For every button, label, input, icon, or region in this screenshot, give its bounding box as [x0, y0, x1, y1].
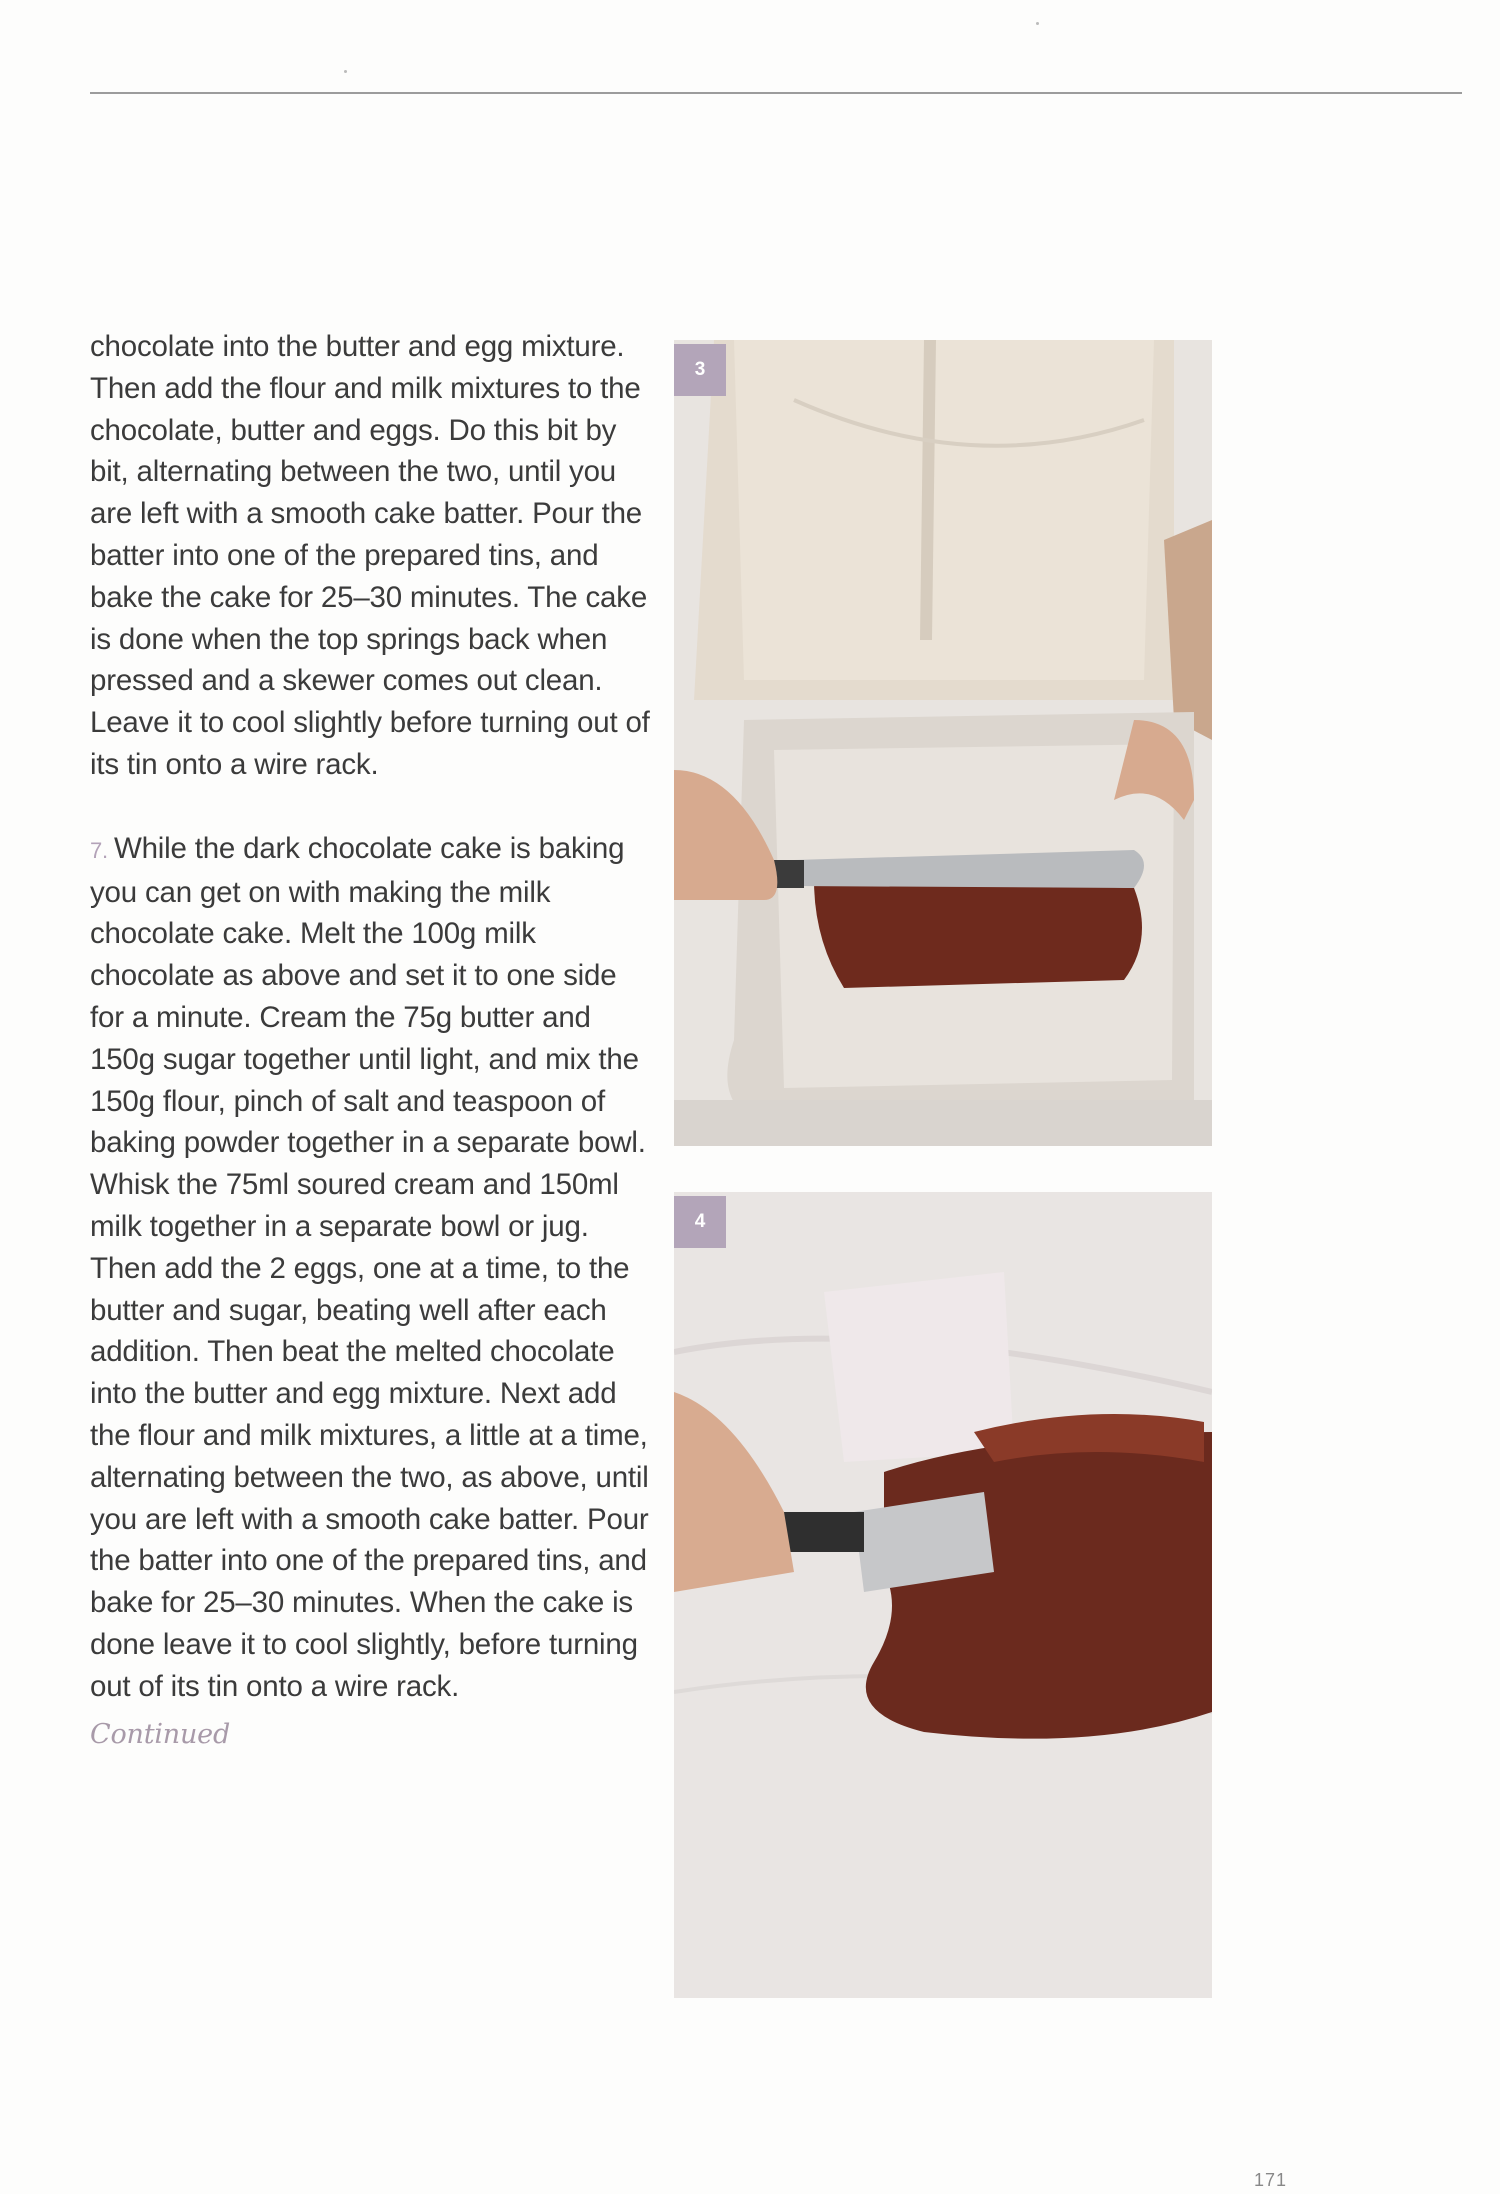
continued-label: Continued: [90, 1718, 231, 1750]
step-3-badge: 3: [674, 344, 726, 396]
recipe-paragraph-continued: chocolate into the butter and egg mixture. Then add the flour and milk mixtures to the chocolate, butter and eggs. Do this bit by bit, alternating between the two, until you are left with a smooth cake batter. Pour the batter into one of the prepared tins, and bake the cake for 25–30 minutes. The cake is done when the top springs back when pressed and a skewer comes out clean. Leave it to cool slightly before turning out of its tin onto a wire rack.: [90, 330, 650, 781]
step-3-photo: [674, 340, 1212, 1146]
step-4-badge: 4: [674, 1196, 726, 1248]
print-speck: [344, 70, 347, 73]
header-rule: [90, 92, 1462, 94]
page-number: 171: [1254, 2170, 1288, 2190]
step-4-photo: [674, 1192, 1212, 1998]
step-number: 7.: [90, 837, 108, 863]
print-speck: [1036, 22, 1039, 25]
recipe-step-7: [90, 828, 650, 1708]
step-7-text: While the dark chocolate cake is baking you can get on with making the milk chocolate cake. Melt the 100g milk chocolate as above and set it to one side for a minute. Cream the 75g butter and 150g sugar together until light, and mix the 150g flour, pinch of salt and teaspoon of baking powder together in a separate bowl. Whisk the 75ml soured cream and 150ml milk together in a separate bowl or jug. Then add the 2 eggs, one at a time, to the butter and sugar, beating well after each addition. Then beat the melted chocolate into the butter and egg mixture. Next add the flour and milk mixtures, a little at a time, alternating between the two, as above, until you are left with a smooth cake batter. Pour the batter into one of the prepared tins, and bake for 25–30 minutes. When the cake is done leave it to cool slightly, before turning out of its tin onto a wire rack.: [90, 831, 649, 1703]
recipe-text-column: [90, 326, 650, 1755]
